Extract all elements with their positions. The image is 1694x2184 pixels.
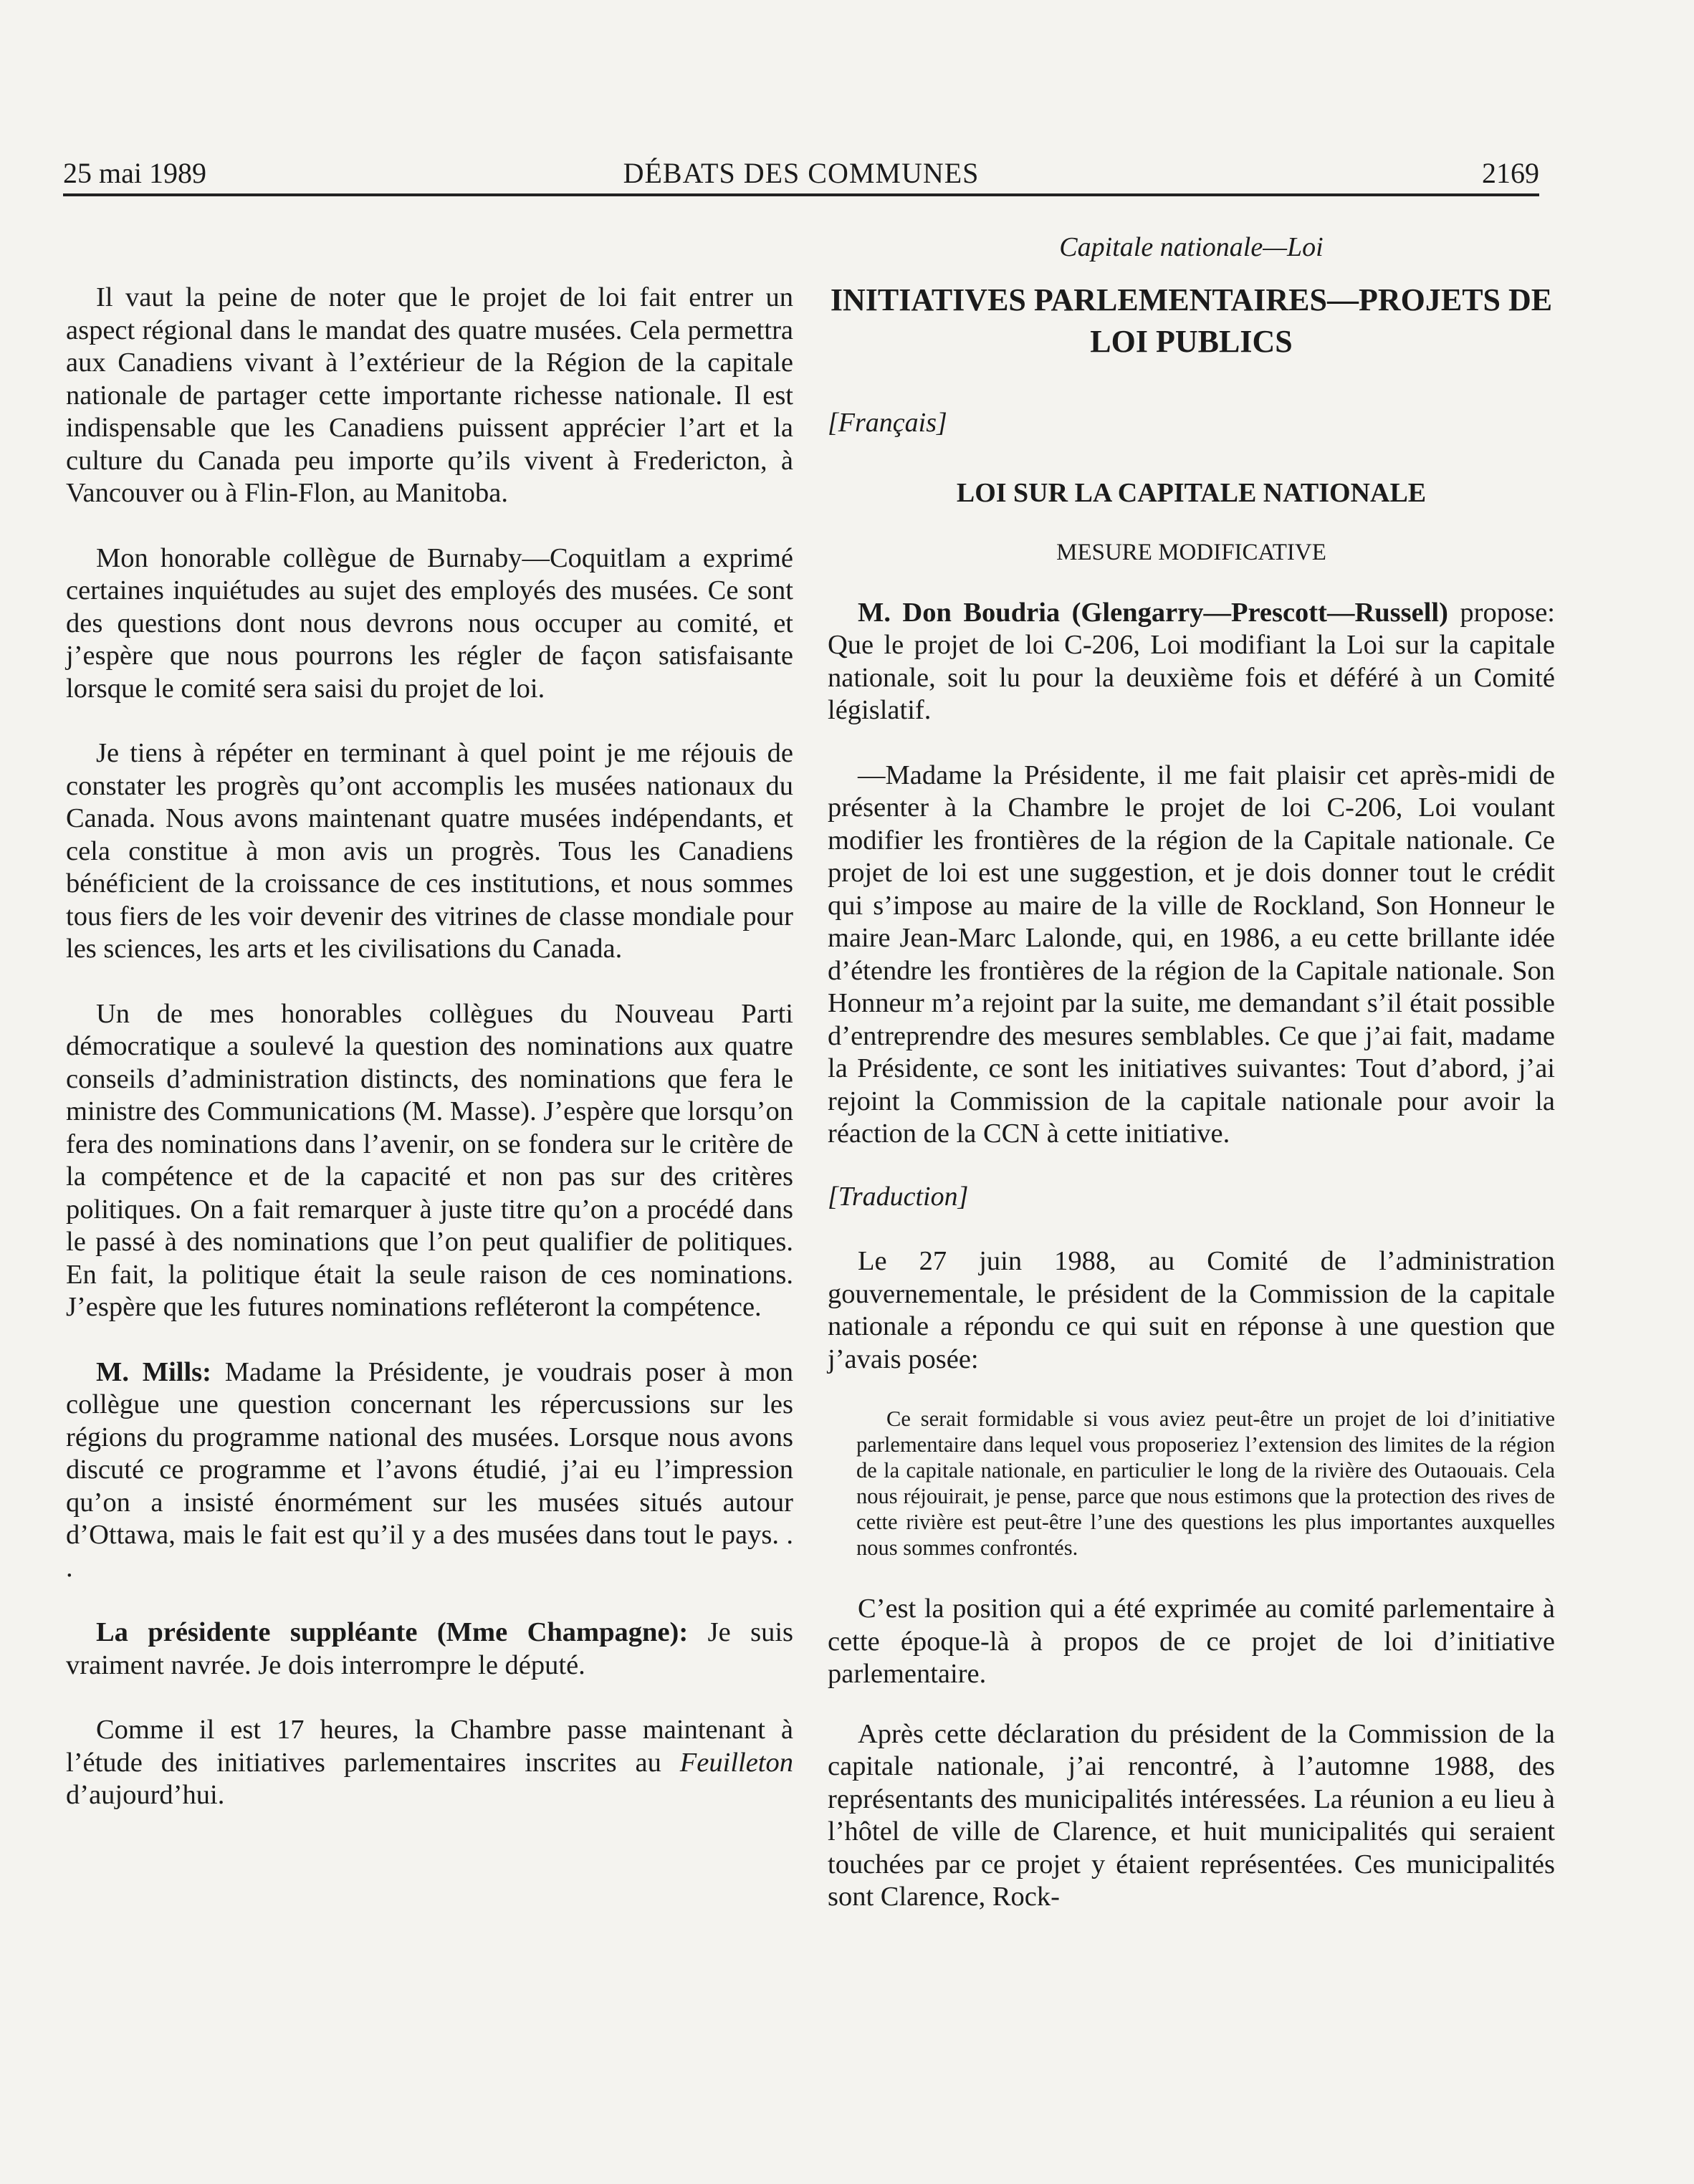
paragraph-text: Comme il est 17 heures, la Chambre passe maintenant à l’étude des initiatives parlementaires inscrites au [66, 1715, 793, 1778]
speaker-name: M. Don Boudria (Glengarry—Prescott—Russell) [858, 597, 1448, 628]
right-column [828, 215, 1555, 1914]
paragraph: Je tiens à répéter en terminant à quel point je me réjouis de constater les progrès qu’ont accomplis les musées nationaux du Canada. Nous avons maintenant quatre musées indépendants, et cela constitue à mon avis un progrès. Tous les Canadiens bénéficient de la croissance de ces institutions, et nous sommes tous fiers de les voir devenir des vitrines de classe mondiale pour les sciences, les arts et les civilisations du Canada. [66, 738, 793, 964]
speech-text: Madame la Présidente, je voudrais poser à mon collègue une question concernant les répercussions sur les régions du programme national des musées. Lorsque nous avons discuté ce programme et l’avons étudié, j’ai eu l’impression qu’on a insisté énormément sur les musées situés autour d’Ottawa, mais le fait est qu’il y a des musées dans tout le pays. . . [66, 1356, 793, 1583]
paragraph: Mon honorable collègue de Burnaby—Coquitlam a exprimé certaines inquiétudes au sujet des employés des musées. Ce sont des questions dont nous devrons nous occuper au comité, et j’espère que nous pourrons les régler de façon satisfaisante lorsque le comité sera saisi du projet de loi. [66, 542, 793, 704]
paragraph-text: d’aujourd’hui. [66, 1780, 225, 1810]
main-heading: INITIATIVES PARLEMENTAIRES—PROJETS DE LOI PUBLICS [830, 282, 1553, 359]
speaker-name: M. Mills: [96, 1356, 211, 1387]
paragraph [66, 1714, 793, 1812]
paragraph: —Madame la Présidente, il me fait plaisir cet après-midi de présenter à la Chambre le projet de loi C-206, Loi voulant modifier les frontières de la région de la Capitale nationale. Ce projet de loi est une suggestion, et je dois donner tout le crédit qui s’impose au maire de la ville de Rockland, Son Honneur le maire Jean-Marc Lalonde, qui, en 1986, a eu cette brillante idée d’étendre les frontières de la région de la Capitale nationale. Son Honneur m’a rejoint par la suite, me demandant s’il était possible d’entreprendre des mesures semblables. Ce que j’ai fait, madame la Présidente, ce sont les initiatives suivantes: Tout d’abord, j’ai rejoint la Commission de la capitale nationale pour avoir la réaction de la CCN à cette initiative. [828, 760, 1555, 1149]
sub-heading: MESURE MODIFICATIVE [1056, 540, 1326, 565]
speech-text: Je suis vraiment navrée. Je dois interrompre le député. [66, 1617, 794, 1680]
page-number: 2169 [1482, 157, 1539, 189]
header-title: DÉBATS DES COMMUNES [623, 157, 980, 189]
left-column [66, 282, 793, 1812]
motion-text: propose: Que le projet de loi C-206, Loi modifiant la Loi sur la capitale nationale, soit lu pour la deuxième fois et déféré à un Comité législatif. [828, 597, 1555, 725]
paragraph-mills [66, 1356, 793, 1585]
page-header [63, 153, 1539, 193]
paragraph: Après cette déclaration du président de la Commission de la capitale nationale, j’ai rencontré, à l’automne 1988, des représentants des municipalités intéressées. La réunion a eu lieu à l’hôtel de ville de Clarence, et huit municipalités qui seraient touchées par ce projet y étaient représentées. Ces municipalités sont Clarence, Rock- [828, 1718, 1555, 1912]
header-date: 25 mai 1989 [63, 157, 206, 189]
speaker-name: La présidente suppléante (Mme Champagne): [96, 1617, 689, 1647]
paragraph: Il vaut la peine de noter que le projet de loi fait entrer un aspect régional dans le mandat des quatre musées. Cela permettra aux Canadiens vivant à l’extérieur de la Région de la capitale nationale de partager cette importante richesse nationale. Il est indispensable que les Canadiens puissent apprécier l’art et la culture du Canada peu importe qu’ils vivent à Fredericton, à Vancouver ou à Flin-Flon, au Manitoba. [66, 282, 793, 508]
section-heading: LOI SUR LA CAPITALE NATIONALE [956, 477, 1427, 508]
block-quote: Ce serait formidable si vous aviez peut-être un projet de loi d’initiative parlementaire dans lequel vous proposeriez l’extension des limites de la région de la capitale nationale, en particulier le long de la rivière des Outaouais. Cela nous réjouirait, je pense, parce que nous estimons que la protection des rives de cette rivière est peut-être l’une des questions les plus importantes auxquelles nous sommes confrontés. [856, 1407, 1555, 1560]
paragraph: Le 27 juin 1988, au Comité de l’administration gouvernementale, le président de la Commission de la capitale nationale a répondu ce qui suit en réponse à une question que j’avais posée: [828, 1246, 1555, 1374]
running-head: Capitale nationale—Loi [1059, 232, 1324, 262]
language-marker: [Français] [828, 408, 947, 438]
motion-paragraph [828, 597, 1555, 727]
paragraph-presidente [66, 1617, 793, 1682]
language-marker: [Traduction] [828, 1181, 969, 1212]
feuilleton-text: Feuilleton [679, 1747, 793, 1778]
header-rule [63, 193, 1539, 196]
paragraph: C’est la position qui a été exprimée au comité parlementaire à cette époque-là à propos de ce projet de loi d’initiative parlementaire. [828, 1594, 1555, 1689]
paragraph: Un de mes honorables collègues du Nouveau Parti démocratique a soulevé la question des nominations aux quatre conseils d’administration distincts, des nominations que fera le ministre des Communications (M. Masse). J’espère que lorsqu’on fera des nominations dans l’avenir, on se fondera sur le critère de la compétence et de la capacité et non pas sur des critères politiques. On a fait remarquer à juste titre qu’on a procédé dans le passé à des nominations que l’on peut qualifier de politiques. En fait, la politique était la seule raison de ces nominations. J’espère que les futures nominations refléteront la compétence. [66, 998, 793, 1322]
